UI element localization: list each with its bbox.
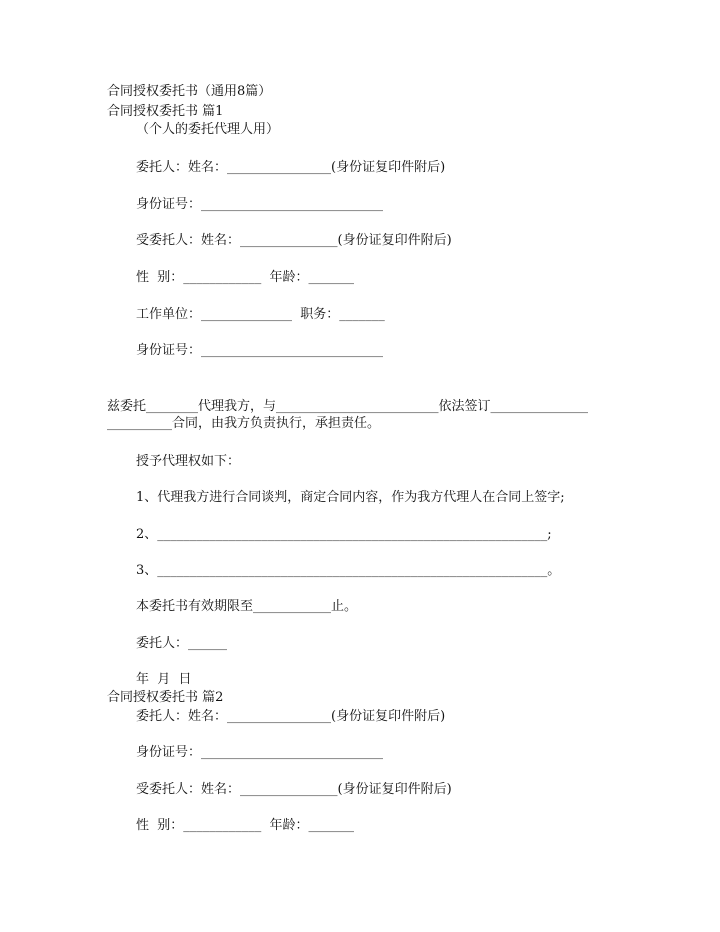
document-title: 合同授权委托书（通用8篇） — [107, 84, 272, 99]
section1-heading: 合同授权委托书 篇1 — [107, 104, 224, 119]
employer-position-line: 工作单位：______________ 职务：_______ — [136, 307, 385, 322]
power-item-3: 3、____________________________________________________________。 — [136, 563, 561, 578]
powers-heading: 授予代理权如下： — [136, 454, 241, 469]
power-item-2: 2、____________________________________________________________; — [136, 527, 552, 542]
principal-name-line: 委托人：姓名：________________(身份证复印件附后) — [136, 160, 446, 175]
section2-agent-name-line: 受委托人：姓名：_______________(身份证复印件附后) — [136, 782, 452, 797]
signature-line: 委托人：______ — [136, 636, 228, 651]
validity-line: 本委托书有效期限至____________止。 — [136, 599, 358, 614]
section2-gender-age-line: 性 别：____________ 年龄：_______ — [136, 818, 355, 833]
agent-id-line: 身份证号：____________________________ — [136, 343, 384, 358]
section2-principal-id-line: 身份证号：____________________________ — [136, 745, 384, 760]
entrust-line-2: __________合同，由我方负责执行，承担责任。 — [107, 416, 381, 431]
agent-name-line: 受委托人：姓名：_______________(身份证复印件附后) — [136, 233, 452, 248]
date-line: 年 月 日 — [136, 672, 192, 687]
principal-id-line: 身份证号：____________________________ — [136, 197, 384, 212]
section1-note: （个人的委托代理人用） — [136, 122, 280, 137]
power-item-1: 1、代理我方进行合同谈判，商定合同内容，作为我方代理人在合同上签字; — [136, 490, 565, 505]
section2-heading: 合同授权委托书 篇2 — [107, 690, 224, 705]
entrust-line-1: 兹委托________代理我方，与_________________________依法签订_______________ — [107, 399, 589, 414]
section2-principal-name-line: 委托人：姓名：________________(身份证复印件附后) — [136, 709, 446, 724]
gender-age-line: 性 别：____________ 年龄：_______ — [136, 270, 355, 285]
